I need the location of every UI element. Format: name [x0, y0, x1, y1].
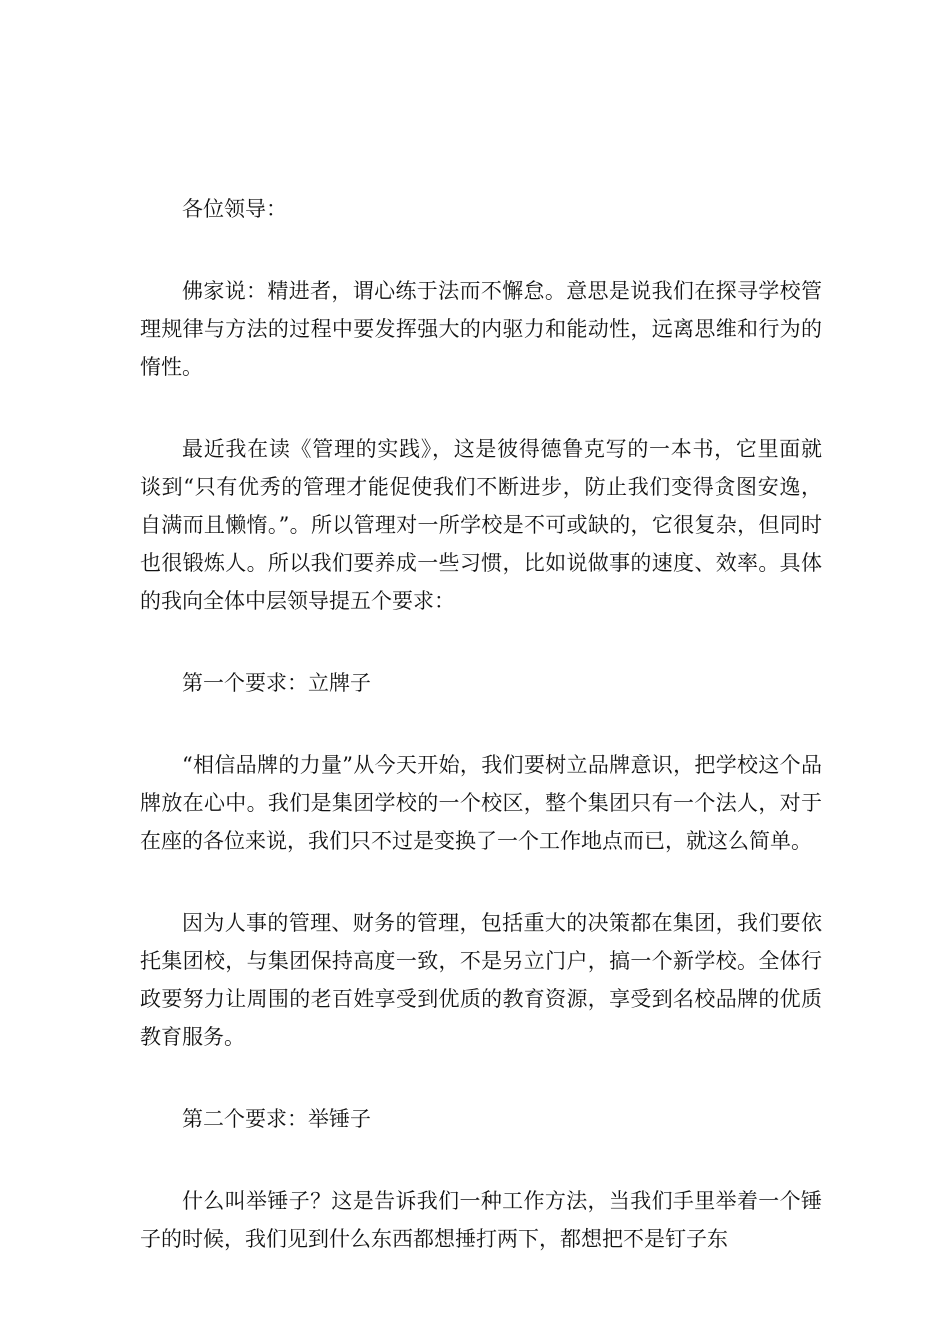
heading-requirement-2: 第二个要求：举锤子 [182, 1107, 371, 1131]
paragraph-buddhist-saying: 佛家说：精进者，谓心练于法而不懈怠。意思是说我们在探寻学校管理规律与方法的过程中要发挥强大的内驱力和能动性，远离思维和行为的惰性。 [140, 279, 822, 379]
heading-requirement-1: 第一个要求：立牌子 [182, 671, 371, 695]
paragraph-group-school: 因为人事的管理、财务的管理，包括重大的决策都在集团，我们要依托集团校，与集团保持高度一致，不是另立门户，搞一个新学校。全体行政要努力让周围的老百姓享受到优质的教育资源，享受到名校品牌的优质教育服务。 [140, 911, 822, 1049]
salutation: 各位领导： [182, 197, 287, 221]
paragraph-management-practice: 最近我在读《管理的实践》，这是彼得德鲁克写的一本书，它里面就谈到“只有优秀的管理才能促使我们不断进步，防止我们变得贪图安逸，自满而且懒惰。”。所以管理对一所学校是不可或缺的，它很复杂，但同时也很锻炼人。所以我们要养成一些习惯，比如说做事的速度、效率。具体的我向全体中层领导提五个要求： [140, 437, 822, 613]
document-body [140, 190, 822, 1258]
paragraph-brand: “相信品牌的力量”从今天开始，我们要树立品牌意识，把学校这个品牌放在心中。我们是集团学校的一个校区，整个集团只有一个法人，对于在座的各位来说，我们只不过是变换了一个工作地点而已，就这么简单。 [140, 753, 822, 853]
paragraph-hammer: 什么叫举锤子？这是告诉我们一种工作方法，当我们手里举着一个锤子的时候，我们见到什么东西都想捶打两下，都想把不是钉子东 [140, 1189, 822, 1251]
